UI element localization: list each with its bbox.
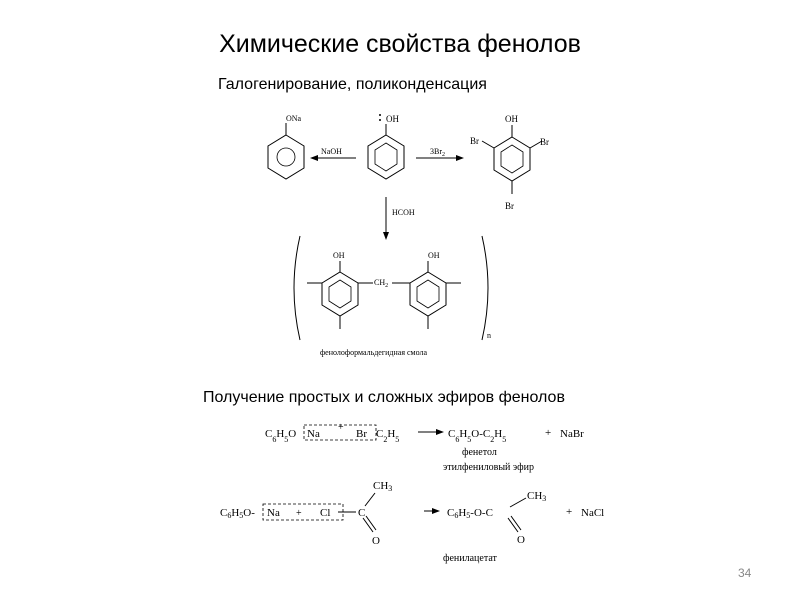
r1-br: Br — [356, 428, 367, 440]
r2-methyl: CH3 — [373, 480, 393, 493]
phenol-structure — [368, 114, 404, 179]
br-bottom-label: Br — [505, 201, 514, 211]
r2-cl: Cl — [320, 507, 331, 519]
r2-product-oxygen: O — [517, 534, 525, 546]
r2-label-phenylacetate: фенилацетат — [443, 553, 497, 564]
br-right-label: Br — [540, 137, 549, 147]
r1-reactant: $C_6H_5O$ — [265, 428, 297, 444]
sodium-phenolate-structure — [268, 114, 304, 179]
resin-oh-right: OH — [428, 251, 440, 260]
phenol-oh-label: OH — [386, 114, 399, 124]
naoh-label: NaOH — [321, 147, 342, 156]
ona-label: ONa — [286, 114, 302, 123]
section-title: Получение простых и сложных эфиров фенолов — [203, 389, 565, 406]
r1-plus2: + — [545, 427, 552, 439]
hcoh-label: HCOH — [392, 208, 415, 217]
r2-na: Na — [267, 507, 280, 519]
r1-ethyl: $C_2H_5$ — [376, 428, 400, 444]
resin-structure — [294, 236, 491, 357]
r2-reactant: C6H5O- — [220, 507, 255, 520]
resin-oh-left: OH — [333, 251, 345, 260]
tribromo-oh-label: OH — [505, 114, 518, 124]
resin-name-label: фенолоформальдегидная смола — [320, 348, 428, 357]
r2-plus2: + — [566, 506, 573, 518]
r2-oxygen: O — [372, 535, 380, 547]
r2-product-methyl: CH3 — [527, 490, 547, 503]
r1-label-ether: этилфениловый эфир — [443, 462, 534, 473]
r1-product: $C_6H_5O-C_2H_5$ — [448, 428, 507, 444]
slide-title: Химические свойства фенолов — [219, 30, 581, 58]
r1-label-phenetole: фенетол — [462, 447, 497, 458]
br-left-label: Br — [470, 136, 479, 146]
ch2-bridge-label: $CH_2$ — [374, 278, 389, 289]
naoh-arrow — [310, 147, 356, 161]
r2-byproduct: NaCl — [581, 507, 605, 519]
polymer-index: n — [487, 331, 491, 340]
r2-plus1: + — [296, 508, 302, 519]
reaction-ester — [220, 480, 604, 564]
bromination-arrow — [416, 147, 464, 161]
formaldehyde-arrow — [383, 197, 415, 240]
br2-label: $3Br_2$ — [430, 147, 445, 158]
page-number: 34 — [738, 566, 752, 580]
slide-subtitle: Галогенирование, поликонденсация — [218, 76, 487, 93]
r1-na: Na — [307, 428, 320, 440]
r2-product: C6H5-O-C — [447, 507, 493, 520]
r1-plus1: + — [338, 422, 344, 433]
tribromophenol-structure — [470, 114, 549, 211]
r2-carbon: C — [358, 507, 366, 519]
r1-byproduct: NaBr — [560, 428, 584, 440]
reaction-ether — [265, 422, 584, 473]
